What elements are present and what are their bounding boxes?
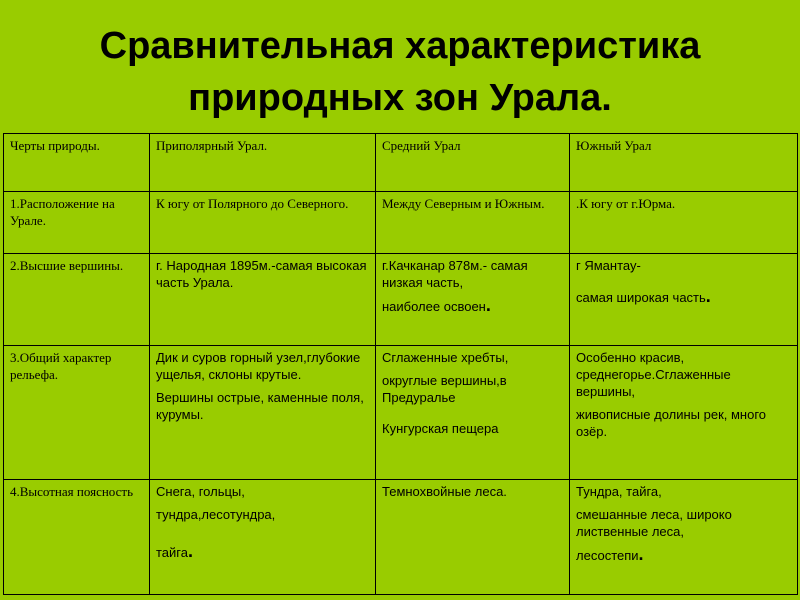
cell-text: лесостепи [576,548,639,563]
table-cell: Темнохвойные леса. [376,480,570,595]
row-label: 4.Высотная поясность [4,480,150,595]
cell-line: Снега, гольцы, [156,484,245,499]
table-row [4,480,798,595]
comparison-table [3,133,798,595]
title-line-2: природных зон Урала. [188,77,612,119]
header-cell: Южный Урал [570,134,798,192]
table-cell: .К югу от г.Юрма. [570,192,798,254]
title-line-1: Сравнительная характеристика [99,25,701,67]
cell-dot: . [705,286,711,306]
table-row [4,254,798,346]
header-cell: Черты природы. [4,134,150,192]
cell-line [576,288,791,306]
cell-line [576,546,791,564]
cell-text: наиболее освоен [382,299,486,314]
table-cell: г. Народная 1895м.-самая высокая часть Урала. [150,254,376,346]
cell-line: Вершины острые, каменные поля, курумы. [156,390,364,422]
table-cell [150,480,376,595]
row-label: 3.Общий характер рельефа. [4,346,150,480]
cell-line: тундра,лесотундра, [156,507,276,522]
table-cell: Между Северным и Южным. [376,192,570,254]
table-cell: К югу от Полярного до Северного. [150,192,376,254]
table-cell [376,254,570,346]
cell-line: Тундра, тайга, [576,484,662,499]
cell-line [382,297,563,315]
header-cell: Приполярный Урал. [150,134,376,192]
cell-line: Кунгурская пещера [382,421,499,436]
cell-line: г.Качканар 878м.- самая низкая часть, [382,258,528,290]
cell-line: смешанные леса, широко лиственные леса, [576,507,732,539]
table-row [4,346,798,480]
table-cell [570,346,798,480]
cell-line: Дик и суров горный узел,глубокие ущелья, склоны крутые. [156,350,361,382]
cell-dot: . [485,295,491,315]
cell-line: Сглаженные хребты, [382,350,509,365]
table-header-row [4,134,798,192]
table-cell [570,254,798,346]
table-cell [570,480,798,595]
cell-line: округлые вершины,в Предуралье [382,373,507,405]
row-label: 1.Расположение на Урале. [4,192,150,254]
header-cell: Средний Урал [376,134,570,192]
cell-text: самая широкая часть [576,290,706,305]
cell-dot: . [188,541,194,561]
table-cell [376,346,570,480]
table-row [4,192,798,254]
cell-line: Особенно красив, среднегорье.Сглаженные вершины, [576,350,731,399]
cell-line [156,543,369,561]
cell-dot: . [638,544,644,564]
cell-text: тайга [156,545,188,560]
table-cell [150,346,376,480]
page-title [0,20,800,124]
cell-line: живописные долины рек, много озёр. [576,407,767,439]
cell-line: г Ямантау- [576,258,641,273]
row-label: 2.Высшие вершины. [4,254,150,346]
